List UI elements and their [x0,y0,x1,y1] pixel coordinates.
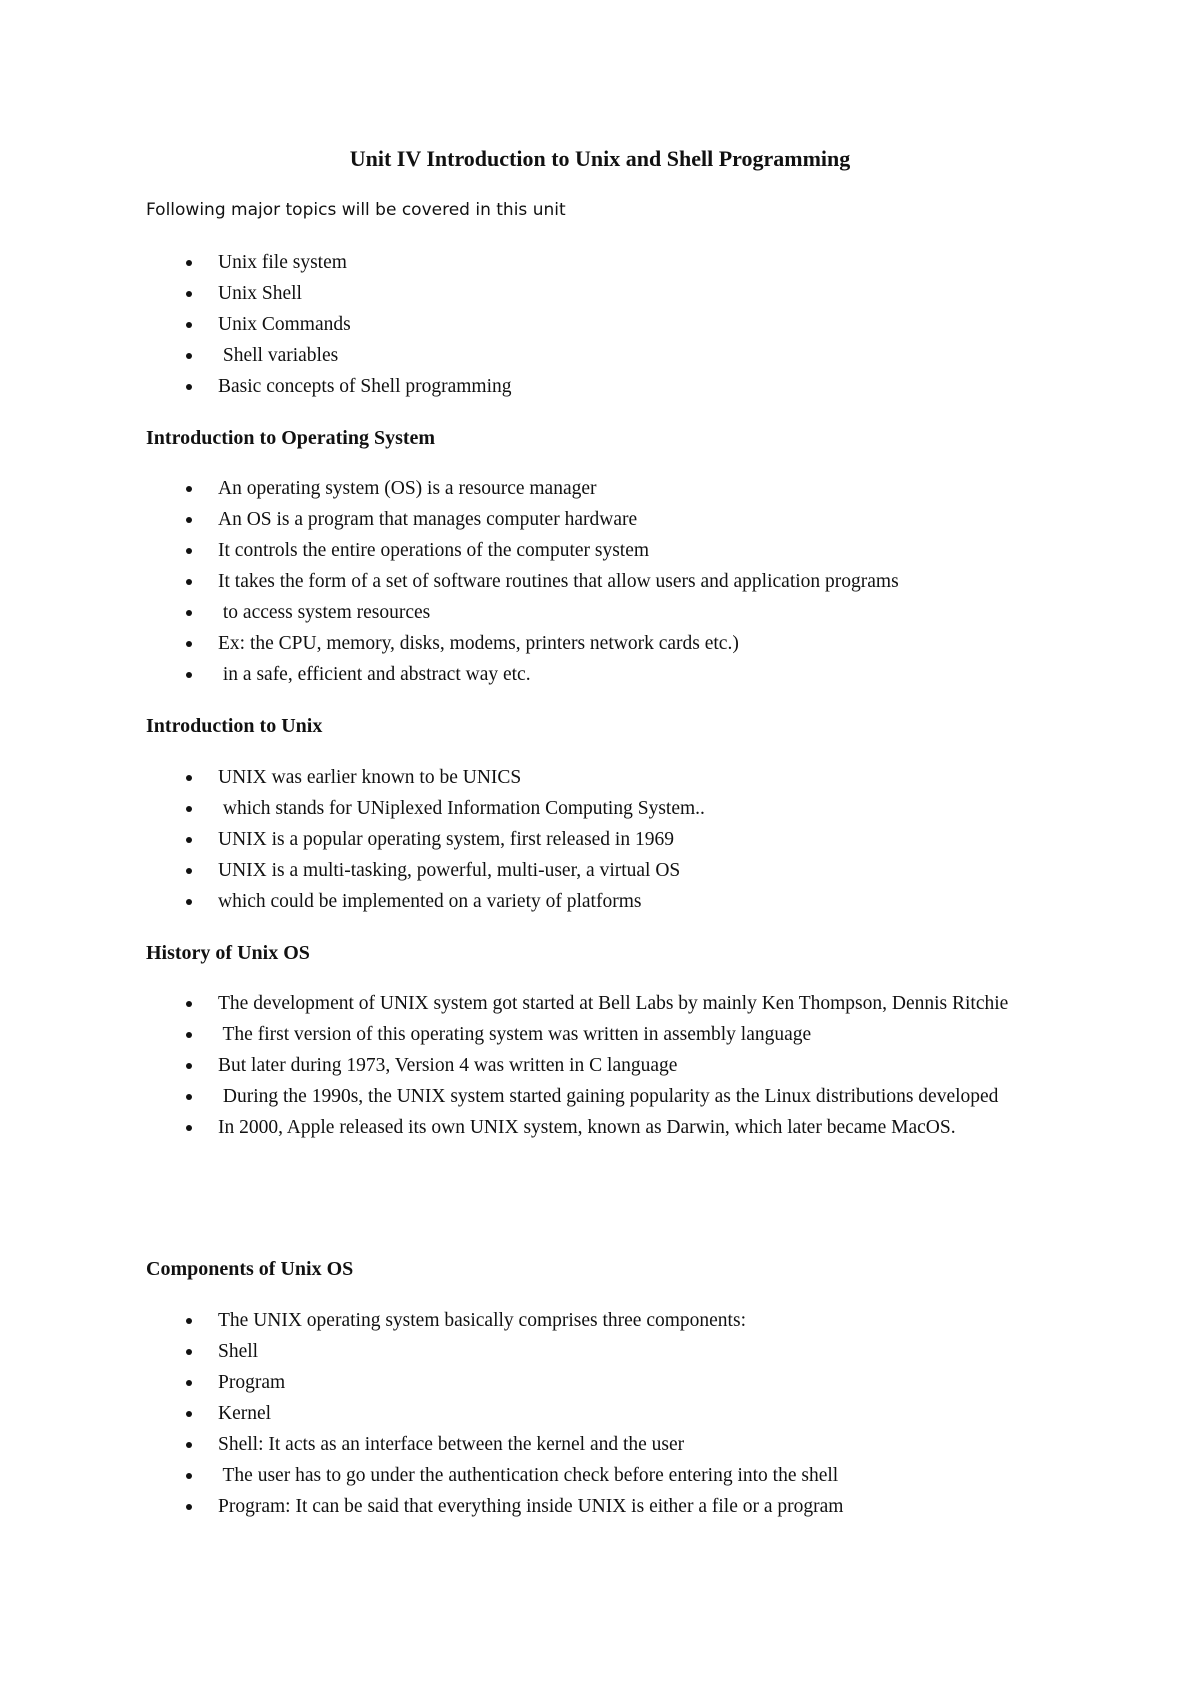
list-item [184,1081,1064,1112]
list-item-text: During the 1990s, the UNIX system started gaining popularity as the Linux distributions developed [218,1086,999,1107]
list-item [184,1336,1064,1367]
list-item-text: Unix Shell [218,283,302,304]
list-item-text: The UNIX operating system basically comprises three components: [218,1310,746,1331]
list-item [184,659,1064,690]
list-item-text: An operating system (OS) is a resource manager [218,478,597,499]
list-item-text: Unix Commands [218,314,351,335]
bullet-icon [186,1094,192,1100]
list-item-text: Shell [218,1341,259,1362]
list-item [184,1429,1064,1460]
list-item [184,762,1064,793]
bullet-icon [186,517,192,523]
section-list [184,1305,1064,1522]
bullet-icon [186,610,192,616]
list-item [184,371,1064,402]
bullet-icon [186,353,192,359]
bullet-icon [186,1001,192,1007]
list-item [184,793,1064,824]
bullet-icon [186,775,192,781]
list-item-text: In 2000, Apple released its own UNIX system, known as Darwin, which later became MacOS. [218,1117,956,1138]
bullet-icon [186,260,192,266]
bullet-icon [186,1349,192,1355]
bullet-icon [186,1063,192,1069]
list-item [184,309,1064,340]
list-item-text: Program: It can be said that everything inside UNIX is either a file or a program [218,1496,844,1517]
list-item [184,597,1064,628]
bullet-icon [186,579,192,585]
list-item-text: which could be implemented on a variety of platforms [218,891,642,912]
bullet-icon [186,384,192,390]
list-item-text: The development of UNIX system got started at Bell Labs by mainly Ken Thompson, Dennis Ritchie [218,993,1009,1014]
list-item-text: The user has to go under the authentication check before entering into the shell [218,1465,839,1486]
list-item [184,1050,1064,1081]
list-item-text: UNIX was earlier known to be UNICS [218,767,522,788]
list-item-text: UNIX is a popular operating system, first released in 1969 [218,829,674,850]
section-list [184,762,1064,917]
bullet-icon [186,1473,192,1479]
topics-list [184,247,1064,402]
bullet-icon [186,291,192,297]
list-item [184,886,1064,917]
bullet-icon [186,1318,192,1324]
bullet-icon [186,322,192,328]
bullet-icon [186,837,192,843]
list-item-text: The first version of this operating system was written in assembly language [218,1024,812,1045]
bullet-icon [186,672,192,678]
list-item-text: An OS is a program that manages computer hardware [218,509,638,530]
list-item-text: to access system resources [218,602,431,623]
bullet-icon [186,1411,192,1417]
document-title: Unit IV Introduction to Unix and Shell Programming [349,146,851,171]
list-item [184,473,1064,504]
list-item-text: Shell: It acts as an interface between the kernel and the user [218,1434,685,1455]
list-item [184,824,1064,855]
bullet-icon [186,899,192,905]
section-heading: Introduction to Operating System [146,427,436,449]
list-item [184,1305,1064,1336]
bullet-icon [186,1125,192,1131]
list-item [184,504,1064,535]
list-item [184,1112,1064,1143]
section-heading: Introduction to Unix [146,715,323,737]
bullet-icon [186,1380,192,1386]
bullet-icon [186,1504,192,1510]
list-item-text: Shell variables [218,345,339,366]
list-item-text: Unix file system [218,252,347,273]
list-item [184,340,1064,371]
list-item-text: Program [218,1372,286,1393]
list-item [184,628,1064,659]
list-item-text: Kernel [218,1403,272,1424]
list-item [184,1491,1064,1522]
list-item-text: But later during 1973, Version 4 was written in C language [218,1055,678,1076]
intro-text: Following major topics will be covered in this unit [146,200,566,220]
list-item [184,247,1064,278]
list-item [184,1398,1064,1429]
list-item-text: in a safe, efficient and abstract way etc. [218,664,531,685]
list-item [184,1460,1064,1491]
list-item-text: Basic concepts of Shell programming [218,376,512,397]
list-item [184,278,1064,309]
section-heading: Components of Unix OS [146,1258,354,1280]
list-item [184,988,1064,1019]
bullet-icon [186,548,192,554]
list-item [184,1019,1064,1050]
section-heading: History of Unix OS [146,942,310,964]
bullet-icon [186,641,192,647]
list-item-text: It takes the form of a set of software routines that allow users and application programs [218,571,899,592]
bullet-icon [186,486,192,492]
section-list [184,988,1064,1143]
list-item [184,855,1064,886]
list-item-text: Ex: the CPU, memory, disks, modems, printers network cards etc.) [218,633,739,654]
list-item [184,1367,1064,1398]
list-item [184,535,1064,566]
bullet-icon [186,868,192,874]
list-item-text: UNIX is a multi-tasking, powerful, multi-user, a virtual OS [218,860,681,881]
list-item [184,566,1064,597]
bullet-icon [186,806,192,812]
bullet-icon [186,1442,192,1448]
section-list [184,473,1064,690]
bullet-icon [186,1032,192,1038]
list-item-text: which stands for UNiplexed Information Computing System.. [218,798,705,819]
list-item-text: It controls the entire operations of the computer system [218,540,650,561]
